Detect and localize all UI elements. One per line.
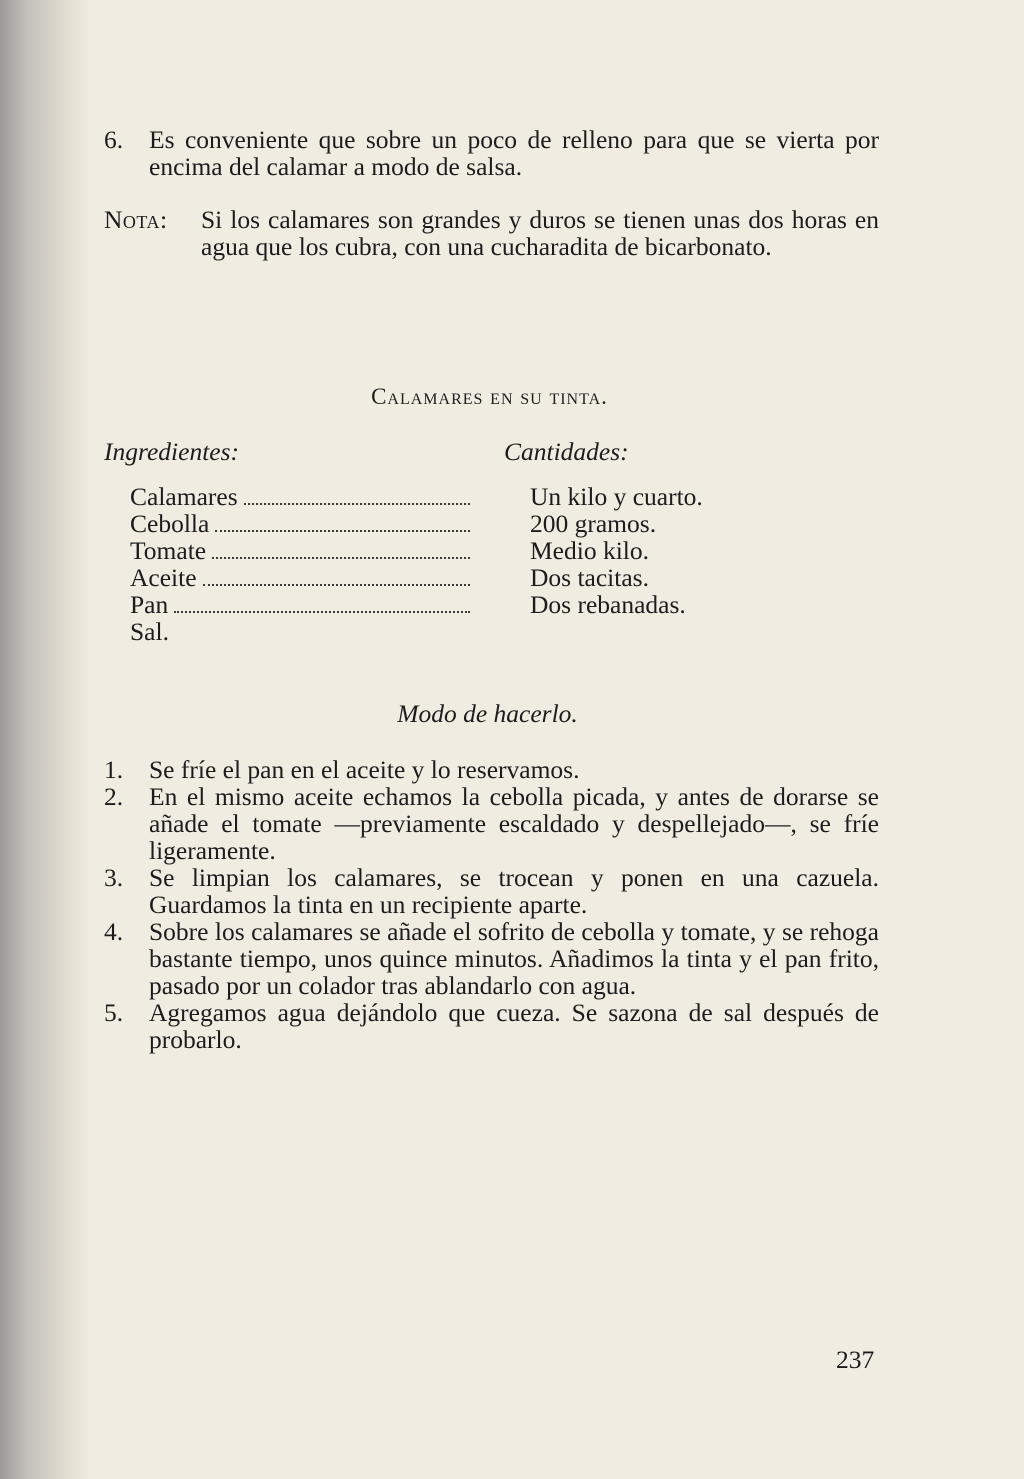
method-steps — [104, 756, 879, 1053]
note-text: Si los calamares son grandes y duros se tienen unas dos horas en agua que los cubra, con una cucharadita de bicarbonato. — [201, 205, 879, 261]
note-label: Nota: — [104, 205, 168, 234]
step-text: Se fríe el pan en el aceite y lo reservamos. — [149, 755, 580, 784]
dot-leader — [174, 611, 470, 613]
ingredients-header: Ingredientes: — [104, 437, 240, 466]
step-number: 1. — [104, 755, 124, 784]
note-block — [104, 206, 879, 260]
step-6 — [104, 126, 879, 180]
ingredient-row — [130, 537, 470, 564]
step-text: Agregamos agua dejándolo que cueza. Se sazona de sal después de probarlo. — [149, 998, 879, 1054]
page-gutter-shadow — [0, 0, 90, 1479]
dot-leader — [244, 503, 470, 505]
quantity-list — [530, 483, 870, 618]
ingredient-row — [130, 510, 470, 537]
method-step — [104, 783, 879, 864]
page-number: 237 — [836, 1345, 875, 1374]
step-number: 5. — [104, 998, 124, 1027]
dot-leader — [215, 530, 470, 532]
ingredient-list — [130, 483, 470, 645]
ingredient-name: Pan — [130, 590, 169, 619]
dot-leader — [203, 584, 470, 586]
step-text: Sobre los calamares se añade el sofrito de cebolla y tomate, y se rehoga bastante tiempo, unos quince minutos. Añadimos la tinta y el pan frito, pasado por un colador tras ablandarlo con agua. — [149, 917, 879, 1000]
step-text: Es conveniente que sobre un poco de relleno para que se vierta por encima del calamar a modo de salsa. — [149, 125, 879, 181]
ingredient-name: Calamares — [130, 482, 238, 511]
step-text: En el mismo aceite echamos la cebolla picada, y antes de dorarse se añade el tomate —previamente escaldado y despellejado—, se fríe ligeramente. — [149, 782, 879, 865]
ingredient-row — [130, 564, 470, 591]
step-number: 2. — [104, 782, 124, 811]
method-step — [104, 756, 879, 783]
step-number: 3. — [104, 863, 124, 892]
recipe-title: Calamares en su tinta. — [371, 384, 608, 409]
method-step — [104, 918, 879, 999]
quantity-value: 200 gramos. — [530, 509, 657, 538]
ingredient-row — [130, 483, 470, 510]
quantity-value: Medio kilo. — [530, 536, 649, 565]
step-number: 4. — [104, 917, 124, 946]
ingredient-name: Tomate — [130, 536, 207, 565]
quantity-value: Dos tacitas. — [530, 563, 649, 592]
ingredient-name: Cebolla — [130, 509, 210, 538]
method-title: Modo de hacerlo. — [397, 699, 578, 728]
quantities-header: Cantidades: — [504, 437, 629, 466]
step-text: Se limpian los calamares, se trocean y ponen en una cazuela. Guardamos la tinta en un recipiente aparte. — [149, 863, 879, 919]
method-step — [104, 864, 879, 918]
quantity-value: Dos rebanadas. — [530, 590, 686, 619]
ingredient-row — [130, 618, 470, 645]
ingredient-name: Aceite — [130, 563, 197, 592]
dot-leader — [212, 557, 470, 559]
step-number: 6. — [104, 125, 124, 154]
quantity-value: Un kilo y cuarto. — [530, 482, 703, 511]
method-step — [104, 999, 879, 1053]
ingredient-name: Sal. — [130, 617, 169, 646]
ingredient-row — [130, 591, 470, 618]
